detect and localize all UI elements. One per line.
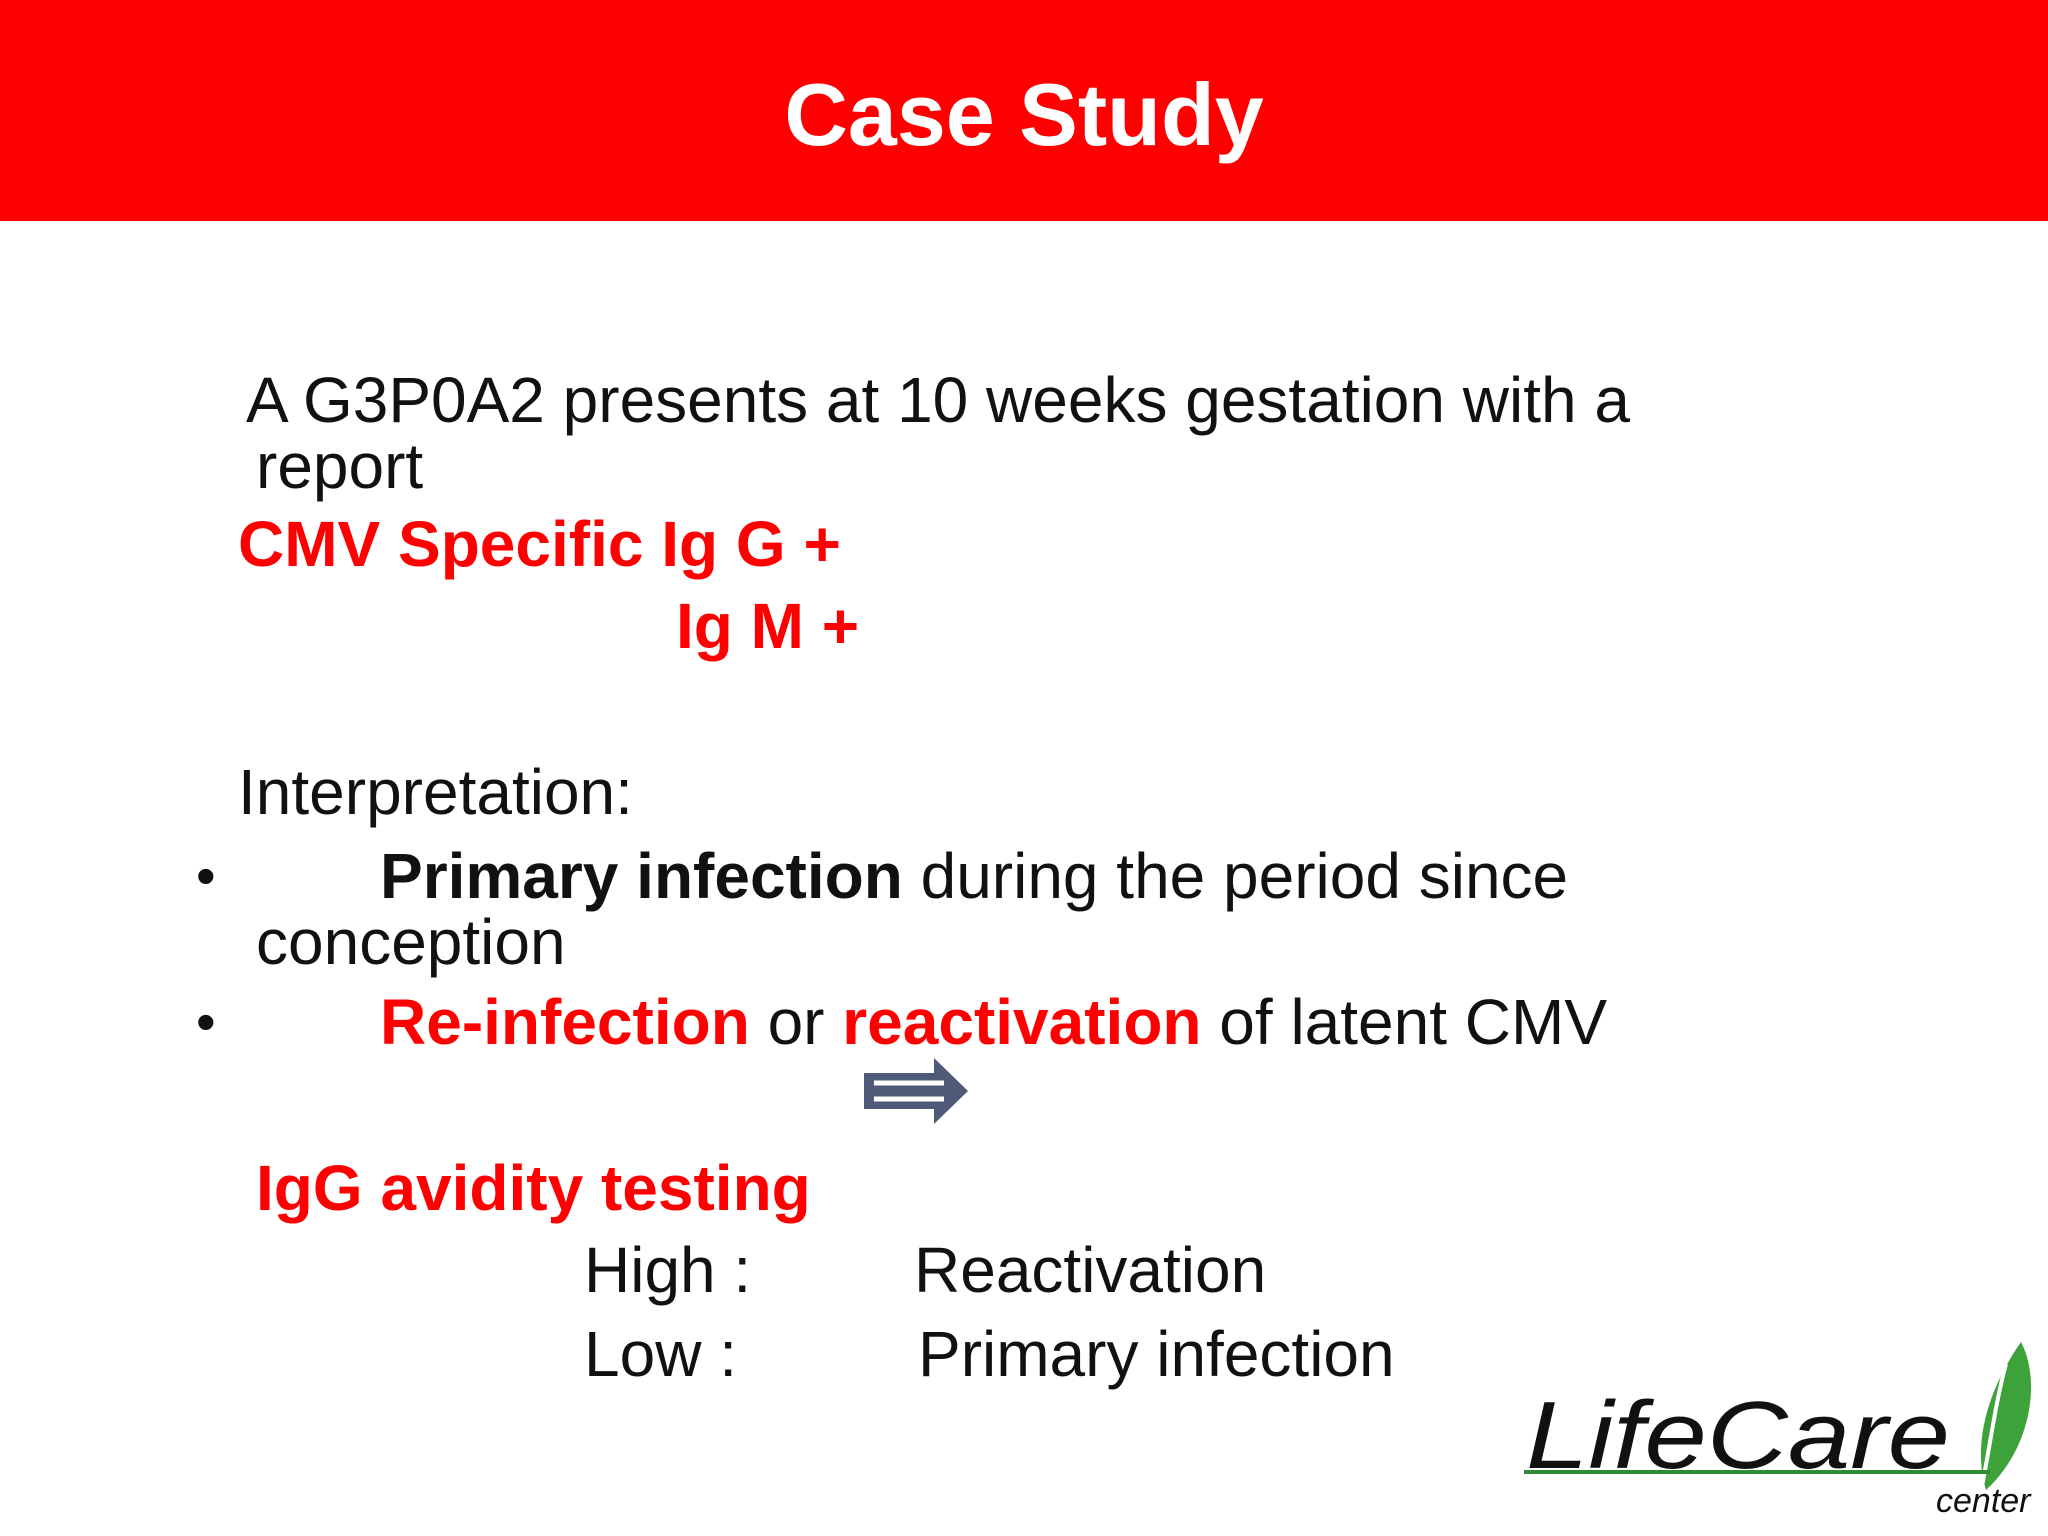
primary-infection-term: Primary infection xyxy=(380,840,903,912)
avidity-heading: IgG avidity testing xyxy=(256,1152,811,1224)
page-title: Case Study xyxy=(784,65,1264,164)
cmv-igm-result: Ig M + xyxy=(676,590,860,662)
avidity-high-label: High : xyxy=(584,1234,752,1306)
avidity-low-result: Primary infection xyxy=(918,1318,1395,1390)
bullet-marker-1: • xyxy=(196,844,216,907)
logo-brand-text: LifeCare xyxy=(1526,1382,1950,1489)
bullet-reinfection xyxy=(380,986,1607,1058)
avidity-low-label: Low : xyxy=(584,1318,737,1390)
title-banner xyxy=(0,0,2048,221)
reinfection-term: Re-infection xyxy=(380,986,750,1058)
reactivation-term: reactivation xyxy=(842,986,1202,1058)
logo-subtext: center xyxy=(1936,1482,2031,1520)
reinfection-rest: of latent CMV xyxy=(1201,986,1607,1058)
case-description-line-2: report xyxy=(256,430,424,502)
lifecare-logo xyxy=(1516,1340,2036,1520)
interpretation-label: Interpretation: xyxy=(238,756,633,828)
bullet-marker-2: • xyxy=(196,990,216,1053)
case-description-line-1: A G3P0A2 presents at 10 weeks gestation with a xyxy=(246,364,1630,436)
avidity-high-result: Reactivation xyxy=(914,1234,1267,1306)
primary-infection-rest: during the period since xyxy=(902,840,1569,912)
cmv-igg-result: CMV Specific Ig G + xyxy=(238,508,841,580)
reinfection-connector: or xyxy=(749,986,843,1058)
bullet-primary-infection xyxy=(380,840,1568,912)
right-double-arrow-icon xyxy=(864,1058,968,1124)
bullet-primary-continuation: conception xyxy=(256,906,566,978)
